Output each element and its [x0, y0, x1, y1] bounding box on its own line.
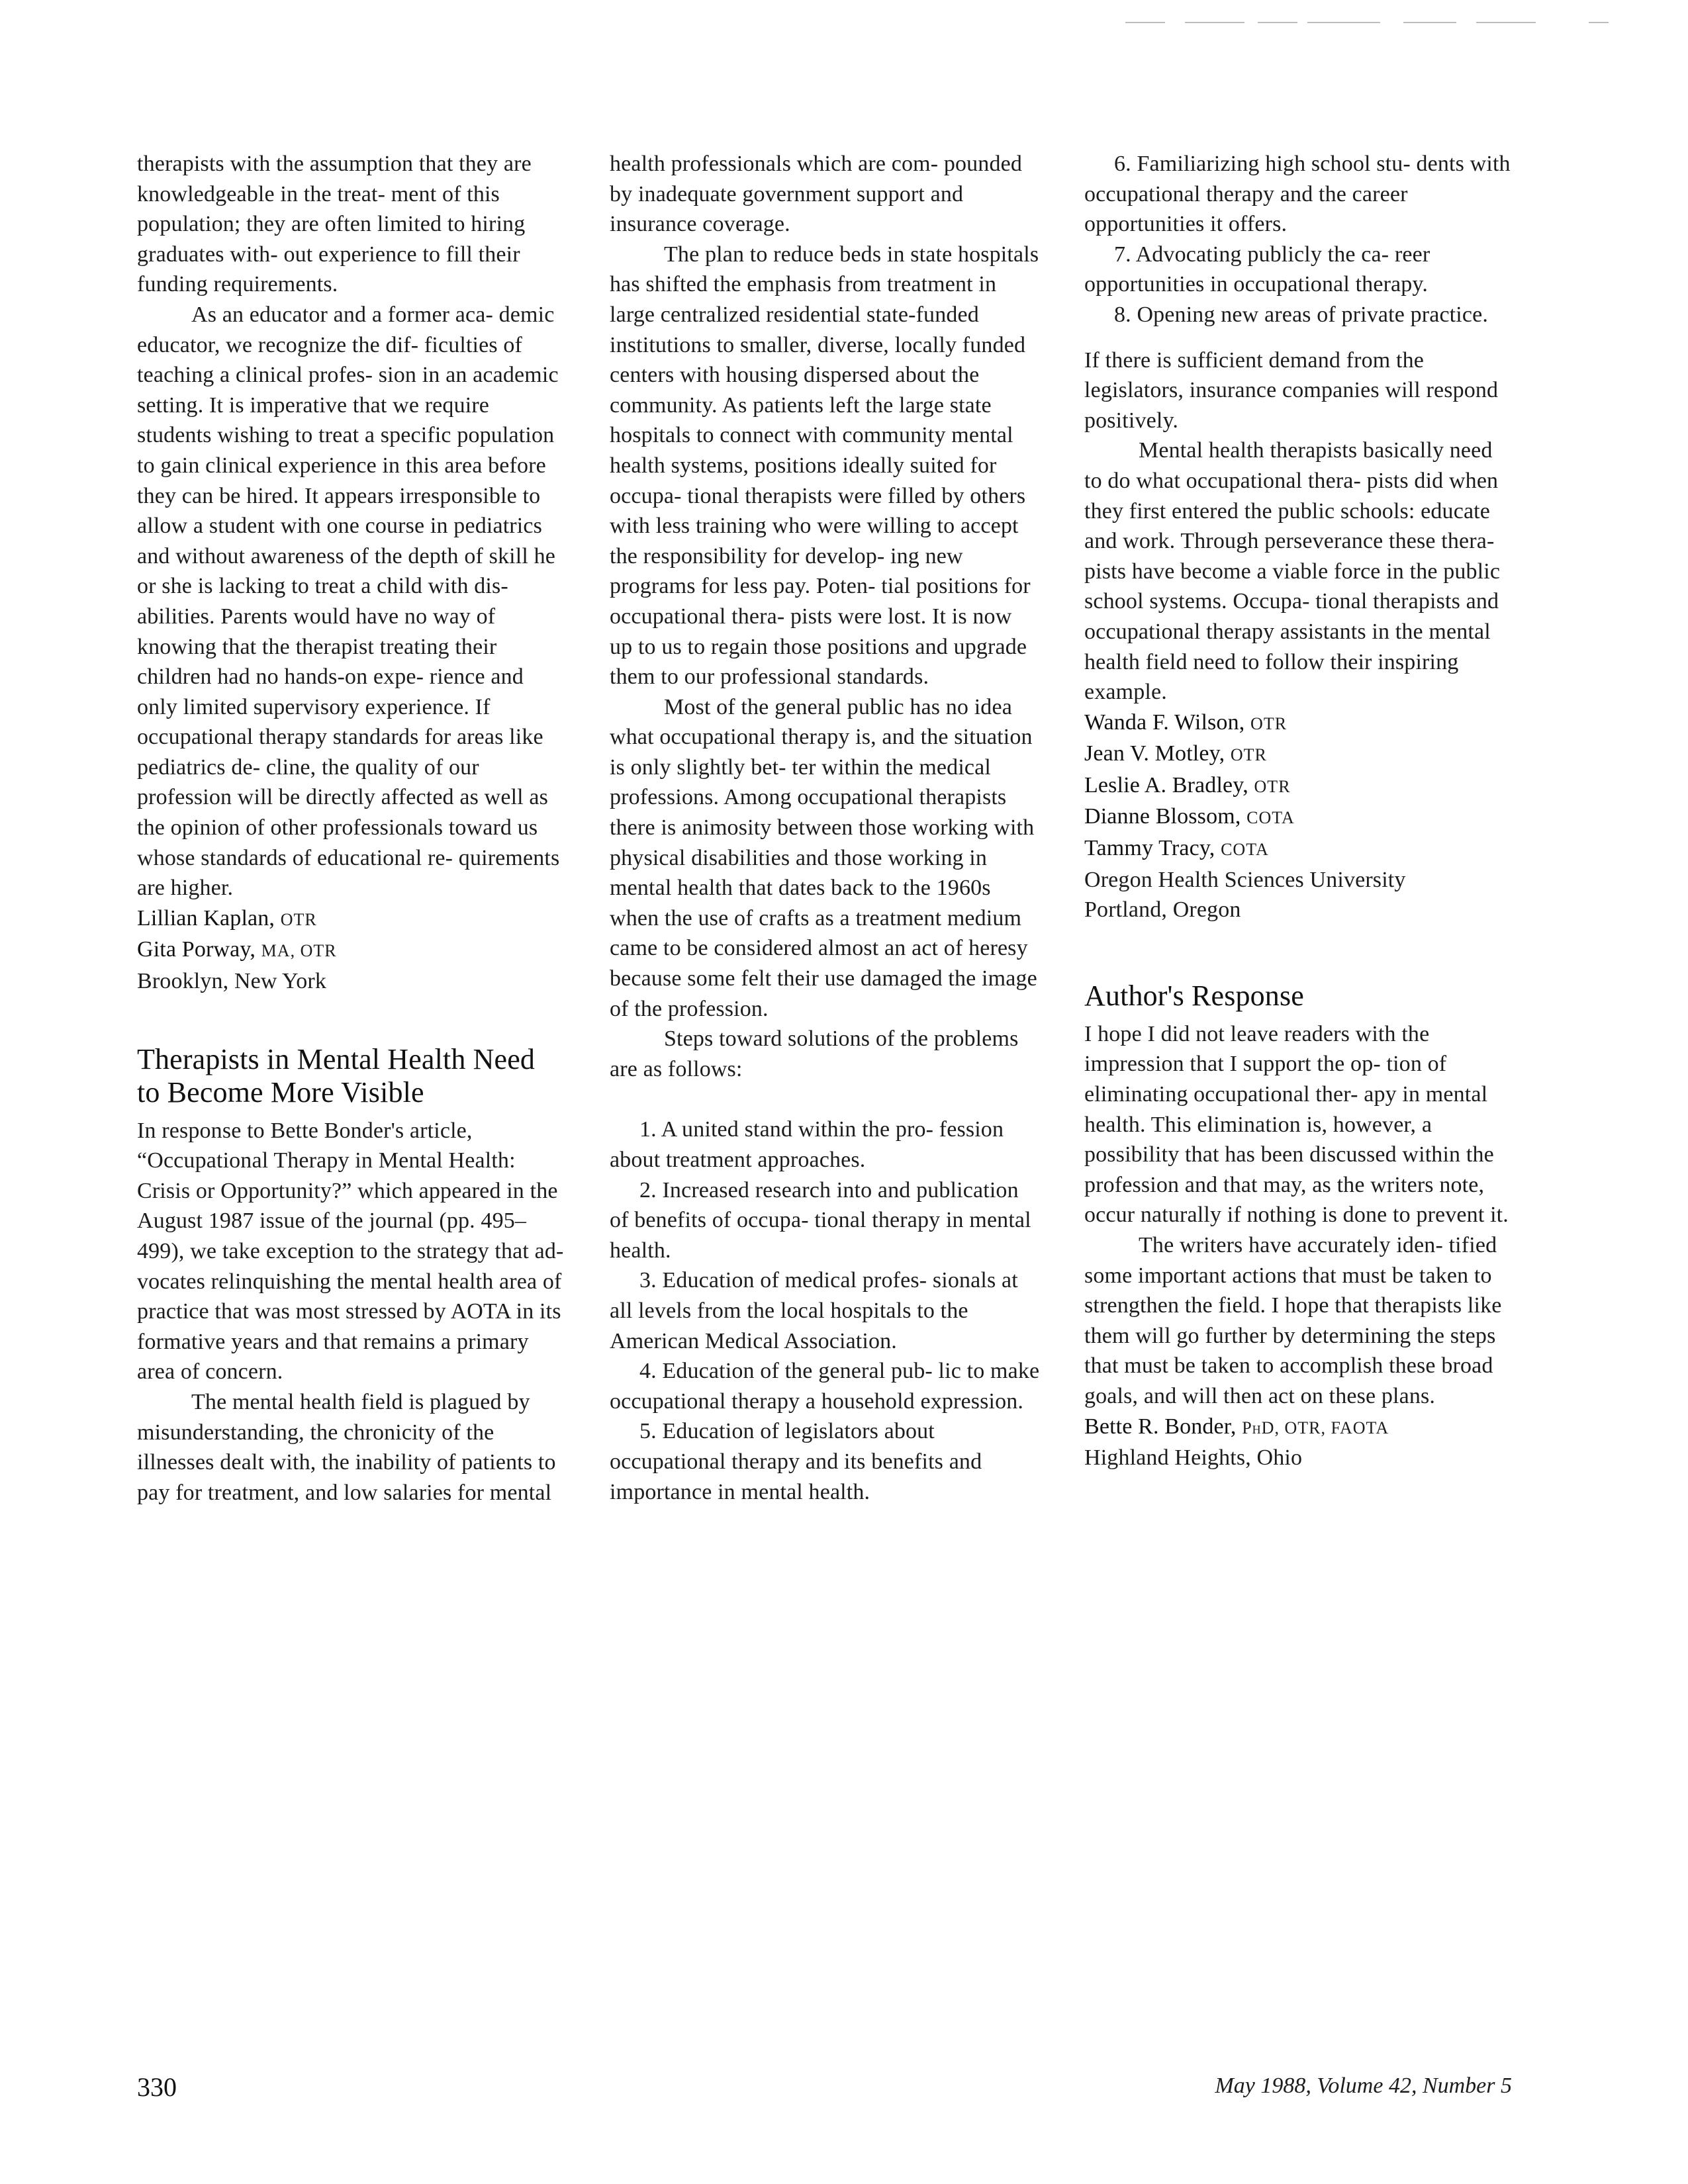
signature-line	[1084, 770, 1515, 802]
scan-line	[1476, 22, 1536, 23]
signature-line	[1084, 707, 1515, 739]
paragraph: health professionals which are com- pounded by inadequate government support and insurance coverage.	[610, 152, 1022, 237]
signatory-name: Leslie A. Bradley,	[1084, 772, 1248, 797]
signatory-name: Jean V. Motley,	[1084, 741, 1225, 766]
paragraph: The mental health field is plagued by misunderstanding, the chronicity of the illnesses dealt with, the inability of patients to pay for treatment, and low salaries for mental	[137, 1389, 556, 1505]
paragraph: The writers have accurately iden- tified some important actions that must be taken to strengthen the field. I hope that therapists like them will go further by determining the steps that must be taken to accomplish these broad goals, and will then act on these plans.	[1084, 1233, 1502, 1408]
signatory-name: Gita Porway,	[137, 937, 256, 962]
list-item: 6. Familiarizing high school stu- dents with occupational therapy and the career opportunities it offers.	[1084, 152, 1511, 237]
paragraph: In response to Bette Bonder's article, “Occupational Therapy in Mental Health: Crisis or Opportunity?” which appeared in the August 1987 issue of the journal (pp. 495–499), we take exception to the strategy that ad- vocates relinquishing the mental health area of practice that was most stressed by AOTA in its formative years and that remains a primary area of concern.	[137, 1118, 564, 1385]
scan-line	[1125, 22, 1165, 23]
scan-line	[1185, 22, 1244, 23]
signature-line	[137, 934, 564, 966]
signatory-credentials: OTR	[280, 909, 317, 929]
section-heading: Therapists in Mental Health Need to Become More Visible	[137, 1042, 536, 1109]
scan-line	[1307, 22, 1380, 23]
signatory-name: Lillian Kaplan,	[137, 905, 275, 931]
list-item: 1. A united stand within the pro- fession about treatment approaches.	[610, 1117, 1004, 1172]
signatory-credentials: PhD, OTR, FAOTA	[1242, 1418, 1389, 1437]
page-number: 330	[137, 2072, 177, 2102]
paragraph: I hope I did not leave readers with the impression that I support the op- tion of eliminating occupational ther- apy in mental health. This elimination is, however, a possibility that has been discussed within the profession and that may, as the writers note, occur naturally if nothing is done to prevent it.	[1084, 1021, 1509, 1228]
column-3	[1084, 149, 1515, 1473]
paragraph: Most of the general public has no idea what occupational therapy is, and the situation is only slightly bet- ter within the medical professions. Among occupational therapists there is animosity between those working with physical disabilities and those working in mental health that dates back to the 1960s when the use of crafts as a treatment medium came to be considered almost an act of heresy because some felt their use damaged the image of the profession.	[610, 694, 1037, 1021]
scan-line	[1403, 22, 1456, 23]
signatory-credentials: COTA	[1221, 840, 1269, 860]
list-item: 3. Education of medical profes- sionals at all levels from the local hospitals to the American Medical Association.	[610, 1268, 1018, 1353]
signatory-credentials: OTR	[1250, 713, 1288, 733]
paragraph: therapists with the assumption that they are knowledgeable in the treat- ment of this population; they are often limited to hiring graduates with- out experience to fill their funding requirements.	[137, 152, 532, 297]
signature-line	[137, 903, 564, 935]
paragraph: Mental health therapists basically need to do what occupational thera- pists did when they first entered the public schools: educate and work. Through perseverance these thera- pists have become a viable force in the public school systems. Occupa- tional therapists and occupational therapy assistants in the mental health field need to follow their inspiring example.	[1084, 438, 1501, 705]
signatory-credentials: OTR	[1254, 776, 1291, 796]
signature-location: Portland, Oregon	[1084, 897, 1241, 923]
issue-info: May 1988, Volume 42, Number 5	[1215, 2073, 1512, 2098]
paragraph: As an educator and a former aca- demic educator, we recognize the dif- ficulties of teaching a clinical profes- sion in an academic setting. It is imperative that we require students wishing to treat a specific population to gain clinical experience in this area before they can be hired. It appears irresponsible to allow a student with one course in pediatrics and without awareness of the depth of skill he or she is lacking to treat a child with dis- abilities. Parents would have no way of knowing that the therapist treating their children had no hands-on expe- rience and only limited supervisory experience. If occupational therapy standards for areas like pediatrics de- cline, the quality of our profession will be directly affected as well as the opinion of other professionals toward us whose standards of educational re- quirements are higher.	[137, 302, 560, 901]
signature-line	[1084, 1412, 1515, 1443]
signatory-name: Tammy Tracy,	[1084, 836, 1215, 861]
list-item: 5. Education of legislators about occupational therapy and its benefits and importance in mental health.	[610, 1419, 982, 1504]
list-item: 7. Advocating publicly the ca- reer opportunities in occupational therapy.	[1084, 242, 1430, 297]
signatory-name: Dianne Blossom,	[1084, 804, 1241, 829]
signature-location: Highland Heights, Ohio	[1084, 1445, 1303, 1471]
paragraph: The plan to reduce beds in state hospitals has shifted the emphasis from treatment in large centralized residential state-funded institutions to smaller, diverse, locally funded centers with housing dispersed about the community. As patients left the large state hospitals to connect with community mental health systems, positions ideally suited for occupa- tional therapists were filled by others with less training who were willing to accept the responsibility for develop- ing new programs for less pay. Poten- tial positions for occupational thera- pists were lost. It is now up to us to regain those positions and upgrade them to our professional standards.	[610, 242, 1039, 690]
list-item: 4. Education of the general pub- lic to make occupational therapy a household expression.	[610, 1359, 1040, 1414]
signature-line	[1084, 833, 1515, 865]
signatory-credentials: COTA	[1246, 808, 1295, 828]
signatory-name: Wanda F. Wilson,	[1084, 709, 1245, 735]
list-item: 2. Increased research into and publication of benefits of occupa- tional therapy in mental health.	[610, 1177, 1031, 1263]
signatory-credentials: OTR	[1230, 745, 1267, 765]
scan-line	[1589, 22, 1609, 23]
signature-line	[1084, 801, 1515, 833]
list-item: 8. Opening new areas of private practice.	[1114, 302, 1489, 327]
signatory-name: Bette R. Bonder,	[1084, 1414, 1237, 1439]
signature-line	[1084, 739, 1515, 770]
paragraph: Steps toward solutions of the problems are as follows:	[610, 1026, 1019, 1081]
signature-affiliation: Oregon Health Sciences University	[1084, 867, 1406, 892]
column-1	[137, 149, 564, 1508]
scan-line	[1258, 22, 1297, 23]
column-2	[610, 149, 1040, 1507]
signature-location: Brooklyn, New York	[137, 969, 327, 994]
signatory-credentials: MA, OTR	[261, 941, 337, 961]
section-heading: Author's Response	[1084, 979, 1304, 1012]
paragraph: If there is sufficient demand from the legislators, insurance companies will respond positively.	[1084, 347, 1499, 433]
